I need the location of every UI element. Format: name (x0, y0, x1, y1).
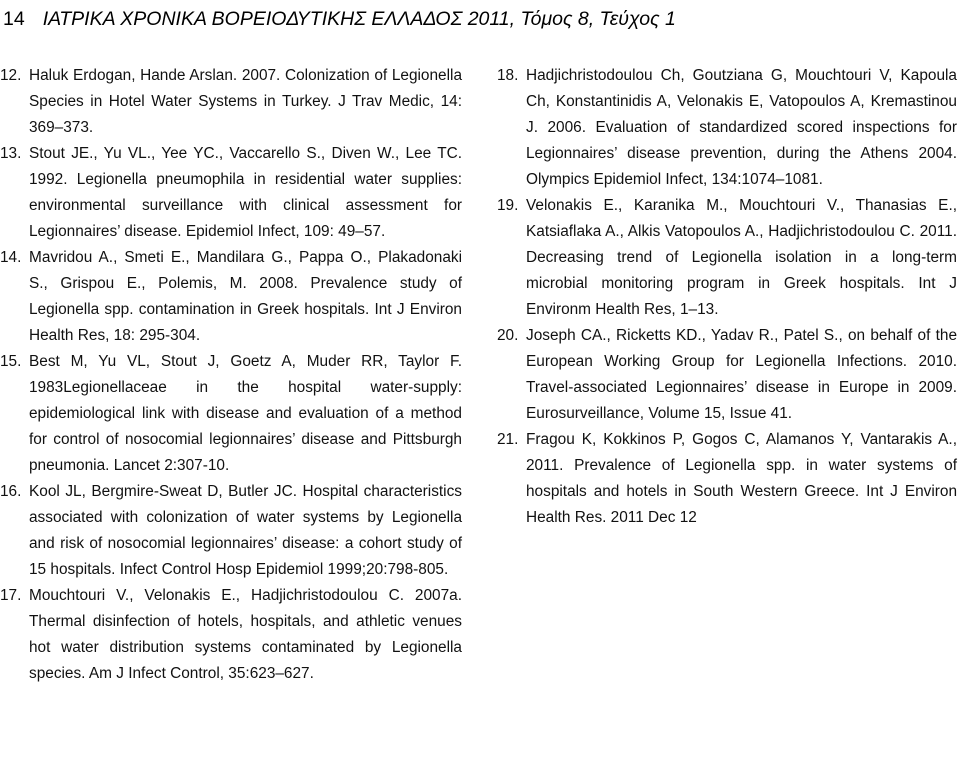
references-left-column (0, 63, 462, 687)
reference-item (497, 323, 957, 427)
reference-text: Kool JL, Bergmire-Sweat D, Butler JC. Hospital characteristics associated with colonization of water systems by Legionella and risk of nosocomial legionnaires’ disease: a cohort study of 15 hospitals. Infect Control Hosp Epidemiol 1999;20:798-805. (29, 483, 462, 578)
reference-text: Mouchtouri V., Velonakis E., Hadjichristodoulou C. 2007a. Thermal disinfection of hotels, hospitals, and athletic venues hot water distribution systems contaminated by Legionella species. Am J Infect Control, 35:623–627. (29, 587, 462, 682)
reference-item (497, 63, 957, 193)
reference-number: 13. (0, 145, 22, 162)
references-right-column (497, 63, 957, 531)
reference-item (0, 245, 462, 349)
reference-text: Hadjichristodoulou Ch, Goutziana G, Mouchtouri V, Kapoula Ch, Konstantinidis A, Velonakis E, Vatopoulos A, Kremastinou J. 2006. Evaluation of standardized scored inspections for Legionnaires’ disease prevention, during the Athens 2004. Olympics Epidemiol Infect, 134:1074–1081. (526, 67, 957, 188)
reference-text: Haluk Erdogan, Hande Arslan. 2007. Colonization of Legionella Species in Hotel Water Systems in Turkey. J Trav Medic, 14: 369–373. (29, 67, 462, 136)
reference-item (0, 583, 462, 687)
reference-text: Velonakis E., Karanika M., Mouchtouri V., Thanasias E., Katsiaflaka A., Alkis Vatopoulos A., Hadjichristodoulou C. 2011. Decreasing trend of Legionella isolation in a long-term microbial monitoring program in Greek hospitals. Int J Environm Health Res, 1–13. (526, 197, 957, 318)
reference-item (0, 141, 462, 245)
reference-text: Joseph CA., Ricketts KD., Yadav R., Patel S., on behalf of the European Working Group for Legionella Infections. 2010. Travel-associated Legionnaires’ disease in Europe in 2009. Eurosurveillance, Volume 15, Issue 41. (526, 327, 957, 422)
reference-item (0, 349, 462, 479)
reference-number: 14. (0, 249, 22, 266)
page-number: 14 (3, 8, 25, 30)
reference-number: 12. (0, 67, 22, 84)
reference-item (497, 427, 957, 531)
reference-number: 15. (0, 353, 22, 370)
reference-text: Stout JE., Yu VL., Yee YC., Vaccarello S., Diven W., Lee TC. 1992. Legionella pneumophila in residential water supplies: environmental surveillance with clinical assessment for Legionnaires’ disease. Epidemiol Infect, 109: 49–57. (29, 145, 462, 240)
journal-title: ΙΑΤΡΙΚΑ ΧΡΟΝΙΚΑ ΒΟΡΕΙΟΔΥΤΙΚΗΣ ΕΛΛΑΔΟΣ 2011, Τόμος 8, Τεύχος 1 (42, 8, 676, 30)
reference-text: Mavridou A., Smeti E., Mandilara G., Pappa O., Plakadonaki S., Grispou E., Polemis, M. 2008. Prevalence study of Legionella spp. contamination in Greek hospitals. Int J Environ Health Res, 18: 295-304. (29, 249, 462, 344)
reference-number: 20. (497, 327, 519, 344)
reference-number: 18. (497, 67, 519, 84)
reference-item (0, 479, 462, 583)
reference-item (0, 63, 462, 141)
reference-number: 16. (0, 483, 22, 500)
reference-item (497, 193, 957, 323)
reference-text: Fragou K, Kokkinos P, Gogos C, Alamanos Y, Vantarakis A., 2011. Prevalence of Legionella spp. in water systems of hospitals and hotels in South Western Greece. Int J Environ Health Res. 2011 Dec 12 (526, 431, 957, 526)
reference-text: Best M, Yu VL, Stout J, Goetz A, Muder RR, Taylor F. 1983Legionellaceae in the hospital water-supply: epidemiological link with disease and evaluation of a method for control of nosocomial legionnaires’ disease and Pittsburgh pneumonia. Lancet 2:307-10. (29, 353, 462, 474)
reference-number: 21. (497, 431, 519, 448)
reference-number: 17. (0, 587, 22, 604)
page-header (0, 0, 959, 38)
reference-number: 19. (497, 197, 519, 214)
